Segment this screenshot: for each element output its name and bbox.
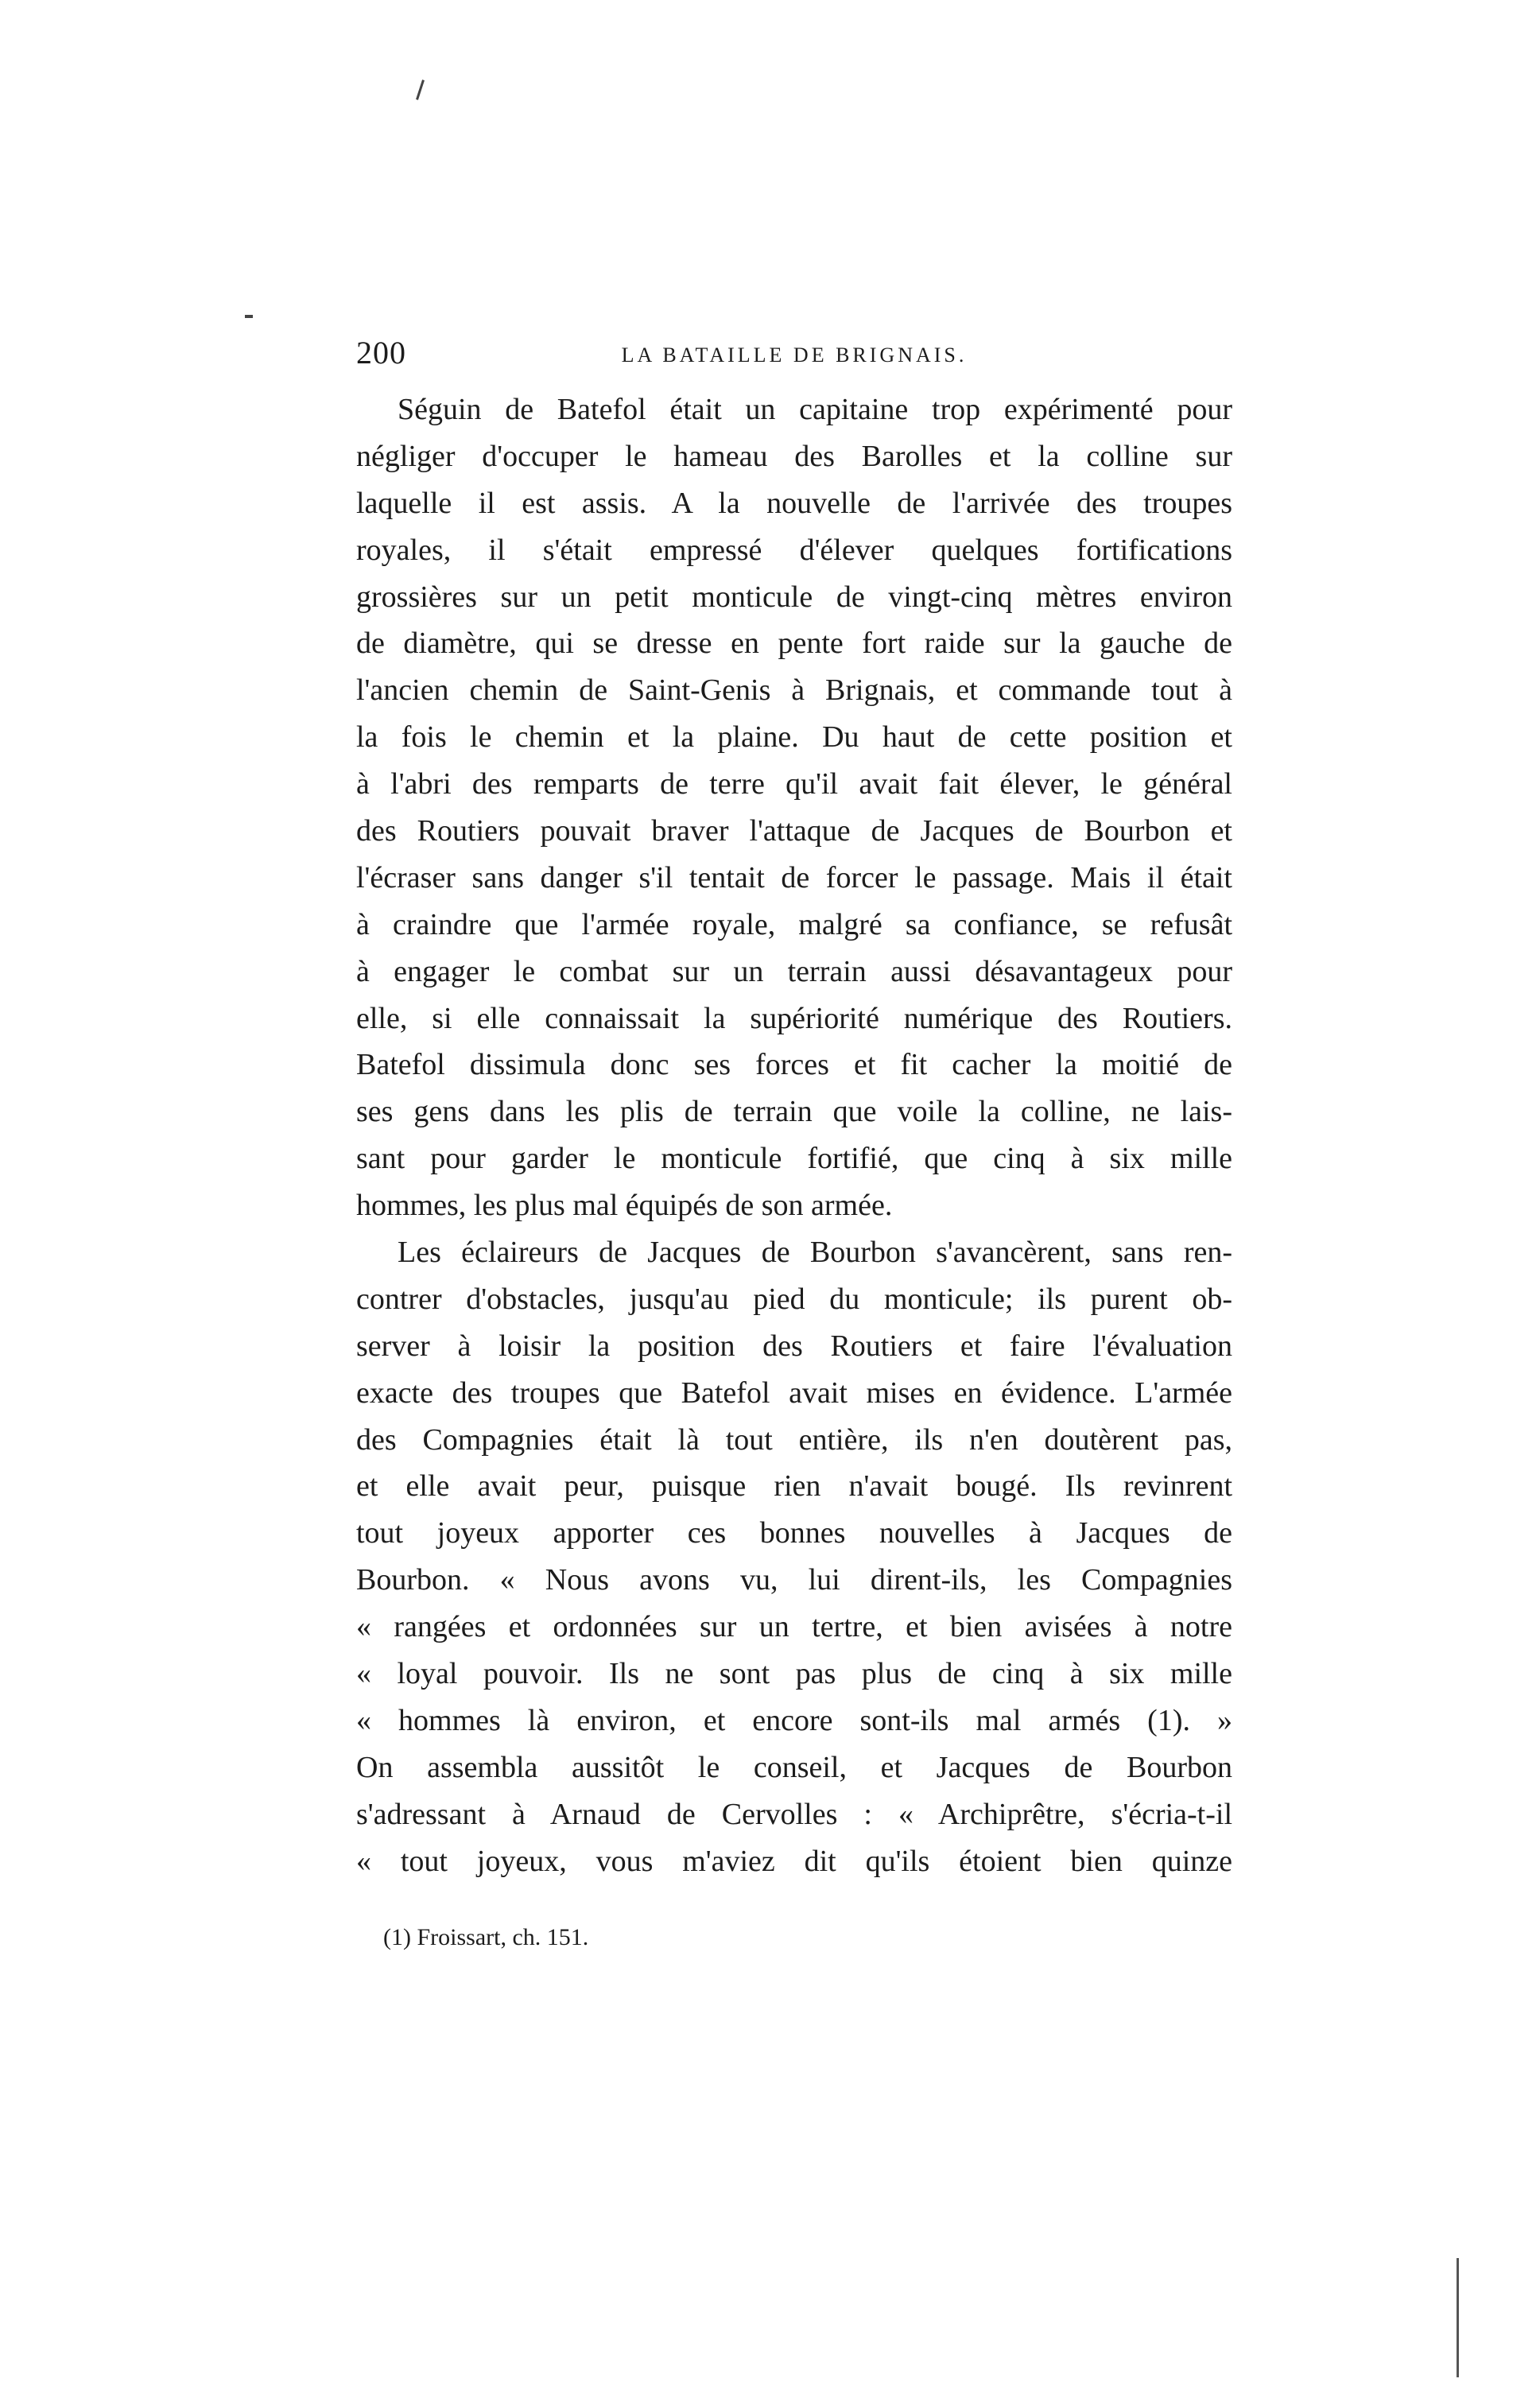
- text-line: « hommes là environ, et encore sont-ils mal armés (1). »: [356, 1703, 1232, 1737]
- text-line: tout joyeux apporter ces bonnes nouvelles à Jacques de: [356, 1516, 1232, 1550]
- text-line: à craindre que l'armée royale, malgré sa confiance, se refusât: [356, 907, 1232, 941]
- body-text: [356, 386, 1232, 1885]
- text-line: de diamètre, qui se dresse en pente fort raide sur la gauche de: [356, 627, 1232, 661]
- text-line: « loyal pouvoir. Ils ne sont pas plus de cinq à six mille: [356, 1657, 1232, 1691]
- text-line: et elle avait peur, puisque rien n'avait bougé. Ils revinrent: [356, 1469, 1232, 1504]
- text-line: sant pour garder le monticule fortifié, que cinq à six mille: [356, 1142, 1232, 1176]
- text-line: « tout joyeux, vous m'aviez dit qu'ils étoient bien quinze: [356, 1844, 1232, 1878]
- page-number: 200: [356, 335, 406, 371]
- text-line: à l'abri des remparts de terre qu'il avait fait élever, le général: [356, 767, 1232, 801]
- text-line: Bourbon. « Nous avons vu, lui dirent-ils, les Compagnies: [356, 1563, 1232, 1597]
- text-line: elle, si elle connaissait la supériorité numérique des Routiers.: [356, 1001, 1232, 1035]
- text-line: Batefol dissimula donc ses forces et fit cacher la moitié de: [356, 1048, 1232, 1082]
- text-line: « rangées et ordonnées sur un tertre, et bien avisées à notre: [356, 1610, 1232, 1644]
- text-line: des Routiers pouvait braver l'attaque de Jacques de Bourbon et: [356, 814, 1232, 848]
- text-line: la fois le chemin et la plaine. Du haut de cette position et: [356, 720, 1232, 755]
- text-line: l'ancien chemin de Saint-Genis à Brignais, et commande tout à: [356, 673, 1232, 708]
- text-line: hommes, les plus mal équipés de son armée.: [356, 1189, 893, 1223]
- stray-dash-mark: [245, 315, 253, 318]
- footnote: (1) Froissart, ch. 151.: [383, 1924, 589, 1950]
- text-line: Séguin de Batefol était un capitaine trop expérimenté pour: [398, 393, 1232, 426]
- text-line: négliger d'occuper le hameau des Barolles et la colline sur: [356, 439, 1232, 473]
- text-line: ses gens dans les plis de terrain que voile la colline, ne lais-: [356, 1095, 1232, 1129]
- text-line: server à loisir la position des Routiers et faire l'évaluation: [356, 1329, 1232, 1363]
- text-line: exacte des troupes que Batefol avait mises en évidence. L'armée: [356, 1376, 1232, 1410]
- text-line: laquelle il est assis. A la nouvelle de l'arrivée des troupes: [356, 486, 1232, 520]
- text-line: On assembla aussitôt le conseil, et Jacques de Bourbon: [356, 1750, 1232, 1784]
- text-line: grossières sur un petit monticule de vingt-cinq mètres environ: [356, 580, 1232, 614]
- text-line: des Compagnies était là tout entière, ils n'en doutèrent pas,: [356, 1422, 1232, 1457]
- margin-rule-mark: [1457, 2258, 1459, 2377]
- stray-pen-mark: [416, 80, 425, 100]
- text-line: l'écraser sans danger s'il tentait de forcer le passage. Mais il était: [356, 860, 1232, 894]
- text-line: contrer d'obstacles, jusqu'au pied du monticule; ils purent ob-: [356, 1282, 1232, 1316]
- running-title: LA BATAILLE DE BRIGNAIS.: [621, 343, 968, 367]
- text-line: royales, il s'était empressé d'élever quelques fortifications: [356, 533, 1232, 567]
- text-line: Les éclaireurs de Jacques de Bourbon s'avancèrent, sans ren-: [398, 1236, 1232, 1270]
- text-line: s'adressant à Arnaud de Cervolles : « Archiprêtre, s'écria-t-il: [356, 1797, 1232, 1831]
- page-header: [356, 328, 1232, 375]
- text-line: à engager le combat sur un terrain aussi désavantageux pour: [356, 954, 1232, 988]
